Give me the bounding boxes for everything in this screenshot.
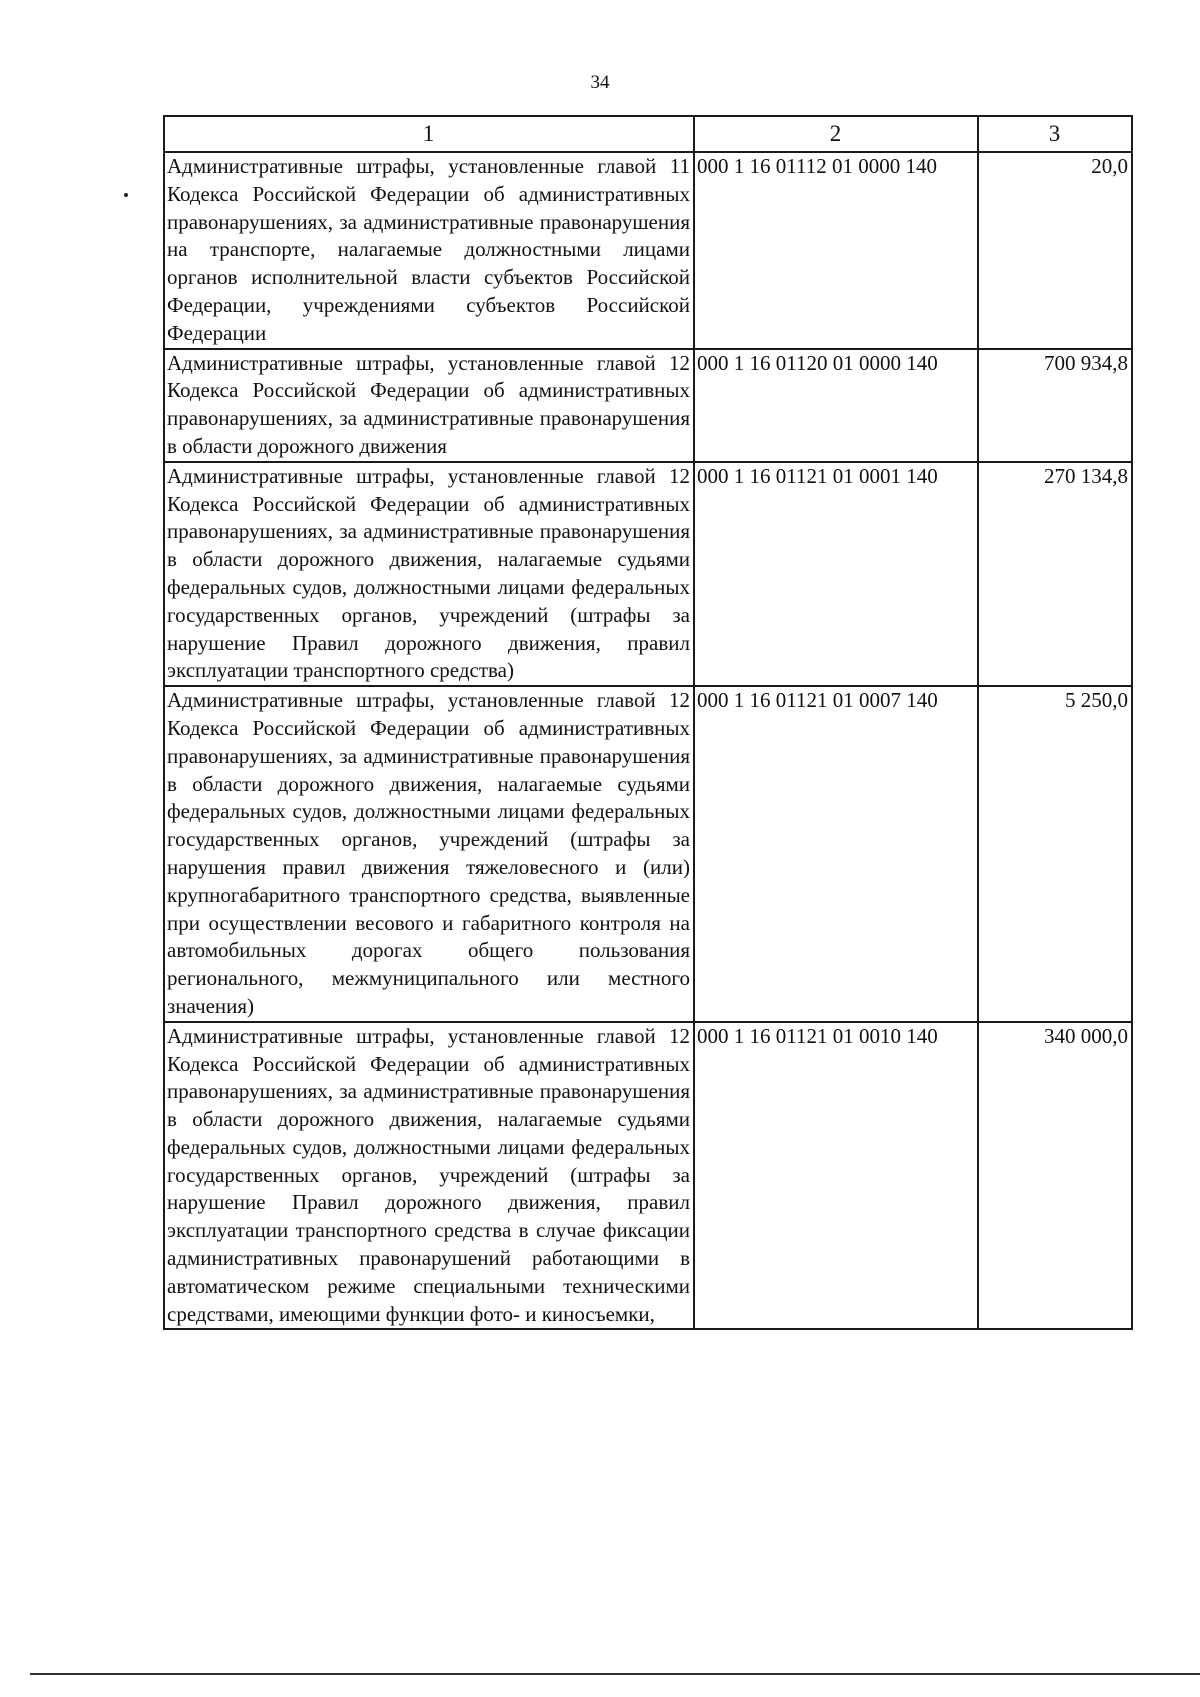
table-row — [164, 152, 1132, 349]
row-code: 000 1 16 01120 01 0000 140 — [694, 349, 978, 462]
page-number: 34 — [590, 72, 610, 93]
row-code: 000 1 16 01121 01 0007 140 — [694, 686, 978, 1022]
table-row — [164, 462, 1132, 686]
table-header-row — [164, 116, 1132, 152]
column-header-3: 3 — [978, 116, 1132, 152]
scan-speck — [124, 193, 128, 197]
row-code: 000 1 16 01112 01 0000 140 — [694, 152, 978, 349]
column-header-2: 2 — [694, 116, 978, 152]
row-amount: 340 000,0 — [978, 1022, 1132, 1330]
row-description: Административные штрафы, установленные главой 12 Кодекса Российской Федерации об административных правонарушениях, за административные правонарушения в области дорожного движения — [164, 349, 694, 462]
row-code: 000 1 16 01121 01 0001 140 — [694, 462, 978, 686]
row-description: Административные штрафы, установленные главой 12 Кодекса Российской Федерации об административных правонарушениях, за административные правонарушения в области дорожного движения, налагаемые судьями федеральных судов, должностными лицами федеральных государственных органов, учреждений (штрафы за нарушение Правил дорожного движения, правил эксплуатации транспортного средства в случае фиксации административных правонарушений работающими в автоматическом режиме специальными техническими средствами, имеющими функции фото- и киносъемки, — [164, 1022, 694, 1330]
row-code: 000 1 16 01121 01 0010 140 — [694, 1022, 978, 1330]
row-amount: 20,0 — [978, 152, 1132, 349]
row-description: Административные штрафы, установленные главой 12 Кодекса Российской Федерации об административных правонарушениях, за административные правонарушения в области дорожного движения, налагаемые судьями федеральных судов, должностными лицами федеральных государственных органов, учреждений (штрафы за нарушения правил движения тяжеловесного и (или) крупногабаритного транспортного средства, выявленные при осуществлении весового и габаритного контроля на автомобильных дорогах общего пользования регионального, межмуниципального или местного значения) — [164, 686, 694, 1022]
table-row — [164, 349, 1132, 462]
column-header-1: 1 — [164, 116, 694, 152]
page-bottom-rule — [30, 1673, 1200, 1675]
table-row — [164, 1022, 1132, 1330]
row-description: Административные штрафы, установленные главой 11 Кодекса Российской Федерации об административных правонарушениях, за административные правонарушения на транспорте, налагаемые должностными лицами органов исполнительной власти субъектов Российской Федерации, учреждениями субъектов Российской Федерации — [164, 152, 694, 349]
row-description: Административные штрафы, установленные главой 12 Кодекса Российской Федерации об административных правонарушениях, за административные правонарушения в области дорожного движения, налагаемые судьями федеральных судов, должностными лицами федеральных государственных органов, учреждений (штрафы за нарушение Правил дорожного движения, правил эксплуатации транспортного средства) — [164, 462, 694, 686]
row-amount: 700 934,8 — [978, 349, 1132, 462]
table-row — [164, 686, 1132, 1022]
revenue-table — [163, 115, 1133, 1330]
row-amount: 5 250,0 — [978, 686, 1132, 1022]
row-amount: 270 134,8 — [978, 462, 1132, 686]
